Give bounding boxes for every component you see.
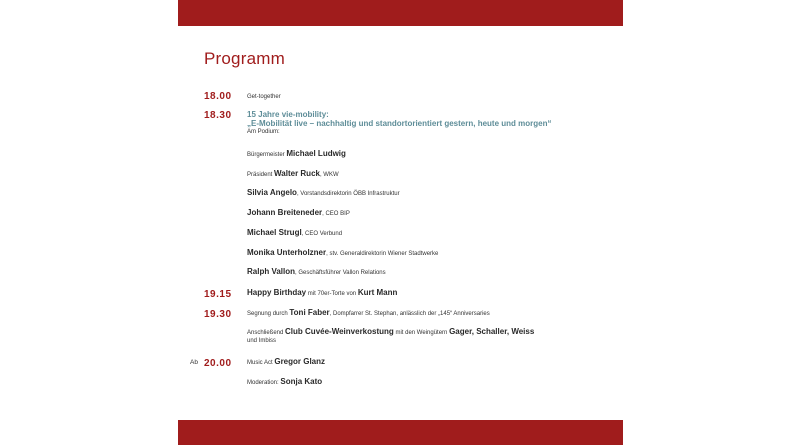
speaker-prefix: Bürgermeister [247, 152, 285, 158]
item-person: Kurt Mann [357, 288, 398, 297]
speaker-role: , CEO BIP [322, 211, 350, 217]
speaker-role: , CEO Verbund [301, 231, 343, 237]
speaker-role: , Geschäftsführer Vallon Relations [295, 270, 386, 276]
item-highlight: Happy Birthday [247, 288, 307, 297]
item-text: Music Act [247, 360, 275, 366]
item-highlight: Club Cuvée-Weinverkostung [285, 327, 394, 336]
item-wineries: Gager, Schaller, Weiss [449, 327, 535, 336]
session-title: 15 Jahre vie-mobility: [247, 110, 329, 119]
page-title: Programm [204, 49, 285, 68]
header-band [178, 0, 623, 26]
time-label: 18.30 [204, 110, 232, 121]
item-text: mit den Weingütern [393, 330, 450, 336]
time-label: 19.30 [204, 309, 232, 320]
speaker-name: Johann Breiteneder [247, 208, 323, 217]
speaker-name: Michael Strugl [247, 228, 302, 237]
speaker-name: Ralph Vallon [247, 267, 296, 276]
item-person: Sonja Kato [280, 377, 323, 386]
ab-label: Ab [190, 359, 198, 366]
time-label: 18.00 [204, 91, 232, 102]
footer-band [178, 420, 623, 445]
time-label: 19.15 [204, 289, 232, 300]
speaker-role: , stv. Generaldirektorin Wiener Stadtwerke [326, 251, 439, 257]
item-text: Segnung durch [247, 311, 290, 317]
podium-label: Am Podium: [247, 129, 280, 135]
speaker-name: Monika Unterholzner [247, 248, 327, 257]
speaker-name: Silvia Angelo [247, 188, 297, 197]
session-subtitle: „E-Mobilität live – nachhaltig und standortorientiert gestern, heute und morgen“ [247, 119, 552, 128]
speaker-role: , Vorstandsdirektorin ÖBB Infrastruktur [296, 191, 400, 197]
speaker-role: , WKW [319, 172, 339, 178]
item-text: mit 70er-Torte von [306, 291, 358, 297]
speaker-prefix: Präsident [247, 172, 273, 178]
item-text: , Dompfarrer St. Stephan, anlässlich der „145“ Anniversaries [329, 311, 490, 317]
item-person: Gregor Glanz [274, 357, 326, 366]
speaker-name: Walter Ruck [274, 169, 320, 178]
item-person: Toni Faber [289, 308, 330, 317]
item-text: und Imbiss [247, 338, 277, 344]
item-text: Moderation: [247, 380, 281, 386]
speaker-name: Michael Ludwig [286, 149, 346, 158]
time-label: 20.00 [204, 358, 232, 369]
item-text: Anschließend [247, 330, 286, 336]
item-text: Get-together [247, 94, 281, 100]
